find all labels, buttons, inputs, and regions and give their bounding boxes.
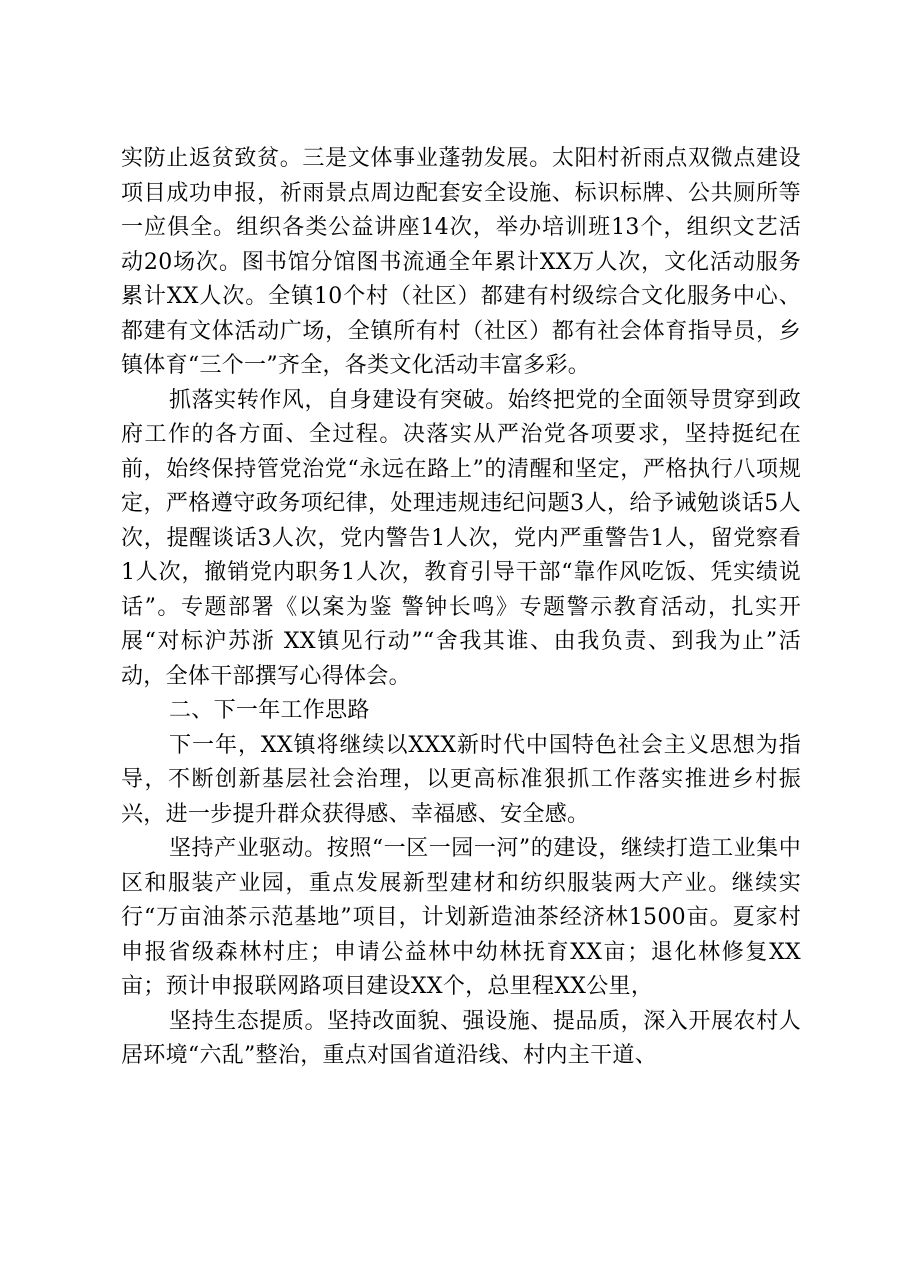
paragraph-culture-sports: 实防止返贫致贫。三是文体事业蓬勃发展。太阳村祈雨点双微点建设项目成功申报，祈雨景点周边配套安全设施、标识标牌、公共厕所等一应俱全。组织各类公益讲座14次，举办培训班13个，组织文艺活动20场次。图书馆分馆图书流通全年累计XX万人次，文化活动服务累计XX人次。全镇10个村（社区）都建有村级综合文化服务中心、都建有文体活动广场，全镇所有村（社区）都有社会体育指导员，乡镇体育“三个一”齐全，各类文化活动丰富多彩。: [121, 146, 801, 378]
paragraph-next-year-intro: 下一年，XX镇将继续以XXX新时代中国特色社会主义思想为指导，不断创新基层社会治理，以更高标准狠抓工作落实推进乡村振兴，进一步提升群众获得感、幸福感、安全感。: [121, 732, 801, 827]
paragraph-industry-driven: 坚持产业驱动。按照“一区一园一河”的建设，继续打造工业集中区和服装产业园，重点发展新型建材和纺织服装两大产业。继续实行“万亩油茶示范基地”项目，计划新造油茶经济林1500亩。夏家村申报省级森林村庄；申请公益林中幼林抚育XX亩；退化林修复XX亩；预计申报联网路项目建设XX个，总里程XX公里，: [121, 836, 801, 999]
paragraph-ecology: 坚持生态提质。坚持改面貌、强设施、提品质，深入开展农村人居环境“六乱”整治，重点对国省道沿线、村内主干道、: [121, 1008, 801, 1068]
paragraph-work-style: 抓落实转作风，自身建设有突破。始终把党的全面领导贯穿到政府工作的各方面、全过程。决落实从严治党各项要求，坚持挺纪在前，始终保持管党治党“永远在路上”的清醒和坚定，严格执行八项规定，严格遵守政务项纪律，处理违规违纪问题3人，给予诫勉谈话5人次，提醒谈话3人次，党内警告1人次，党内严重警告1人，留党察看1人次，撤销党内职务1人次，教育引导干部“靠作风吃饭、凭实绩说话”。专题部署《以案为鉴 警钟长鸣》专题警示教育活动，扎实开展“对标沪苏浙 XX镇见行动”“舍我其谁、由我负责、到我为止”活动，全体干部撰写心得体会。: [121, 387, 801, 689]
section-heading-next-year: 二、下一年工作思路: [169, 698, 370, 723]
document-body: [121, 142, 801, 1074]
